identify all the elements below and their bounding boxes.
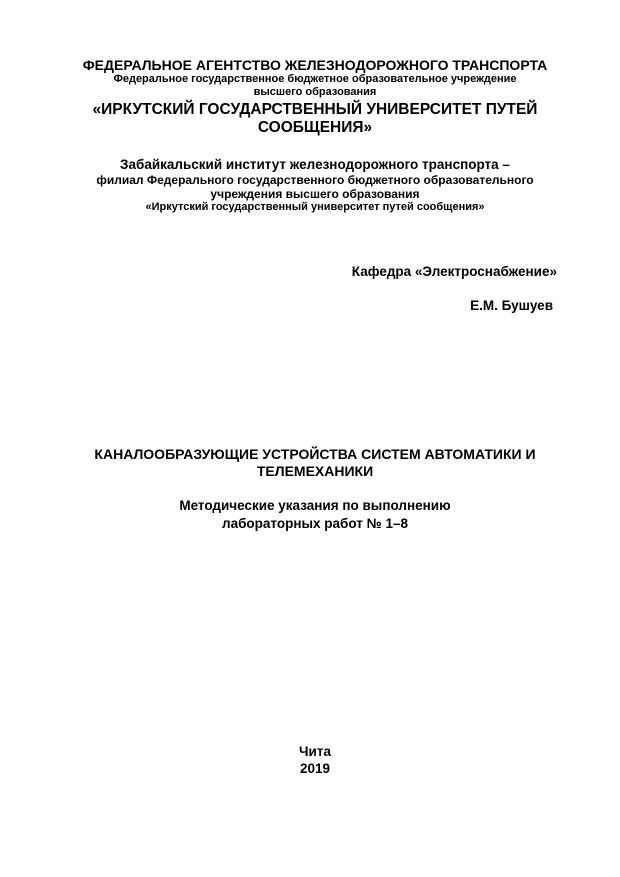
- city: Чита: [299, 744, 331, 759]
- year: 2019: [299, 761, 331, 776]
- header-block: [60, 57, 570, 137]
- university-name-line-2: СООБЩЕНИЯ»: [257, 119, 373, 136]
- agency-name: ФЕДЕРАЛЬНОЕ АГЕНТСТВО ЖЕЛЕЗНОДОРОЖНОГО ТРАНСПОРТА: [82, 57, 548, 73]
- university-name-line-1: «ИРКУТСКИЙ ГОСУДАРСТВЕННЫЙ УНИВЕРСИТЕТ ПУТЕЙ: [92, 101, 538, 118]
- institute-branch-line-3: «Иркутский государственный университет путей сообщения»: [145, 201, 485, 213]
- institution-type-line-2: высшего образования: [253, 86, 377, 98]
- institute-branch-line-2: учреждения высшего образования: [210, 187, 420, 201]
- document-title-line-2: ТЕЛЕМЕХАНИКИ: [256, 463, 374, 479]
- department-name: Кафедра «Электроснабжение»: [351, 264, 557, 279]
- institute-branch-line-1: филиал Федерального государственного бюджетного образовательного: [96, 173, 534, 187]
- institute-name: Забайкальский институт железнодорожного транспорта –: [120, 157, 510, 172]
- author-name: Е.М. Бушуев: [470, 298, 553, 313]
- institute-block: [60, 157, 570, 214]
- document-subtitle-block: [60, 497, 570, 533]
- document-title-line-1: КАНАЛООБРАЗУЮЩИЕ УСТРОЙСТВА СИСТЕМ АВТОМАТИКИ И: [94, 446, 536, 462]
- document-subtitle-line-1: Методические указания по выполнению: [179, 498, 451, 513]
- footer-block: [60, 743, 570, 777]
- document-subtitle-line-2: лабораторных работ № 1–8: [222, 516, 408, 531]
- institution-type-line-1: Федеральное государственное бюджетное образовательное учреждение: [113, 73, 517, 85]
- document-title-block: [60, 446, 570, 480]
